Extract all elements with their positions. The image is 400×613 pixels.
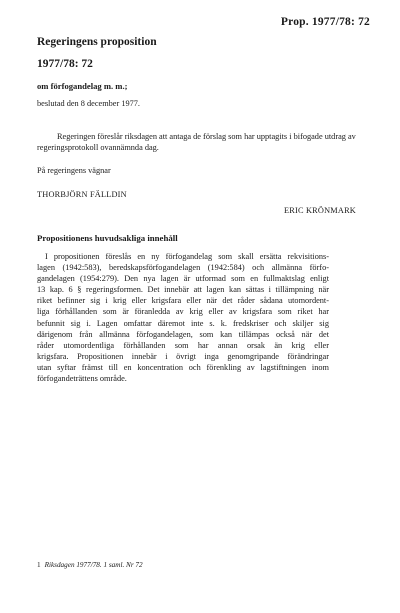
page-number: 1 bbox=[37, 561, 41, 569]
page-footer bbox=[37, 561, 143, 569]
body-line: därigenom från allmänna förfogandelagen, som kan tillämpas också när det bbox=[37, 329, 329, 339]
body-line: I propositionen föreslås en ny förfogandelag som skall ersätta rekvisitions- bbox=[45, 252, 329, 261]
body-line: råder utomordentliga förhållanden som har annan orsak än krig eller bbox=[37, 340, 329, 350]
body-line: lagen (1942:583), beredskapsförfogandelagen (1942:584) och allmänna förfo- bbox=[37, 263, 329, 273]
intro-paragraph: Regeringen föreslår riksdagen att antaga de förslag som har upptagits i bifogade utdrag av regeringsprotokoll ovannämnda dag. bbox=[37, 132, 356, 152]
proposition-subject: om förfogandelag m. m.; bbox=[37, 81, 128, 91]
summary-body bbox=[37, 251, 329, 384]
body-line: gandelagen (1954:279). Den nya lagen är utformad som en fullmaktslag enligt bbox=[37, 274, 329, 284]
signatory-minister: ERIC KRÖNMARK bbox=[284, 206, 356, 215]
body-line: befunnit sig i. Lagen omfattar däremot inte s. k. fredskriser och skiljer sig bbox=[37, 318, 329, 328]
body-line: utan syftar främst till en koncentration och förenkling av lagstiftningen inom bbox=[37, 362, 329, 372]
body-line: liga förhållanden som är föranledda av krig eller av krigsfara som riket har bbox=[37, 307, 329, 317]
document-title: Regeringens proposition bbox=[37, 36, 157, 48]
decision-date: beslutad den 8 december 1977. bbox=[37, 99, 140, 108]
proposition-number: 1977/78: 72 bbox=[37, 58, 93, 70]
on-behalf-text: På regeringens vägnar bbox=[37, 166, 111, 175]
body-line: riket befinner sig i krig eller krigsfara eller när det råder sådana utomordent- bbox=[37, 296, 329, 306]
proposition-reference: Prop. 1977/78: 72 bbox=[280, 16, 370, 28]
signatory-prime-minister: THORBJÖRN FÄLLDIN bbox=[37, 190, 127, 199]
section-heading: Propositionens huvudsakliga innehåll bbox=[37, 233, 178, 243]
footer-source: Riksdagen 1977/78. 1 saml. Nr 72 bbox=[44, 561, 143, 569]
body-line: krigsfara. Propositionen innebär i övrigt inga genomgripande förändringar bbox=[37, 351, 329, 361]
body-line: 13 kap. 6 § regeringsformen. Det innebär att lagen kan sättas i tillämpning när bbox=[37, 285, 329, 295]
body-line: förfogandeträttens område. bbox=[37, 374, 127, 384]
